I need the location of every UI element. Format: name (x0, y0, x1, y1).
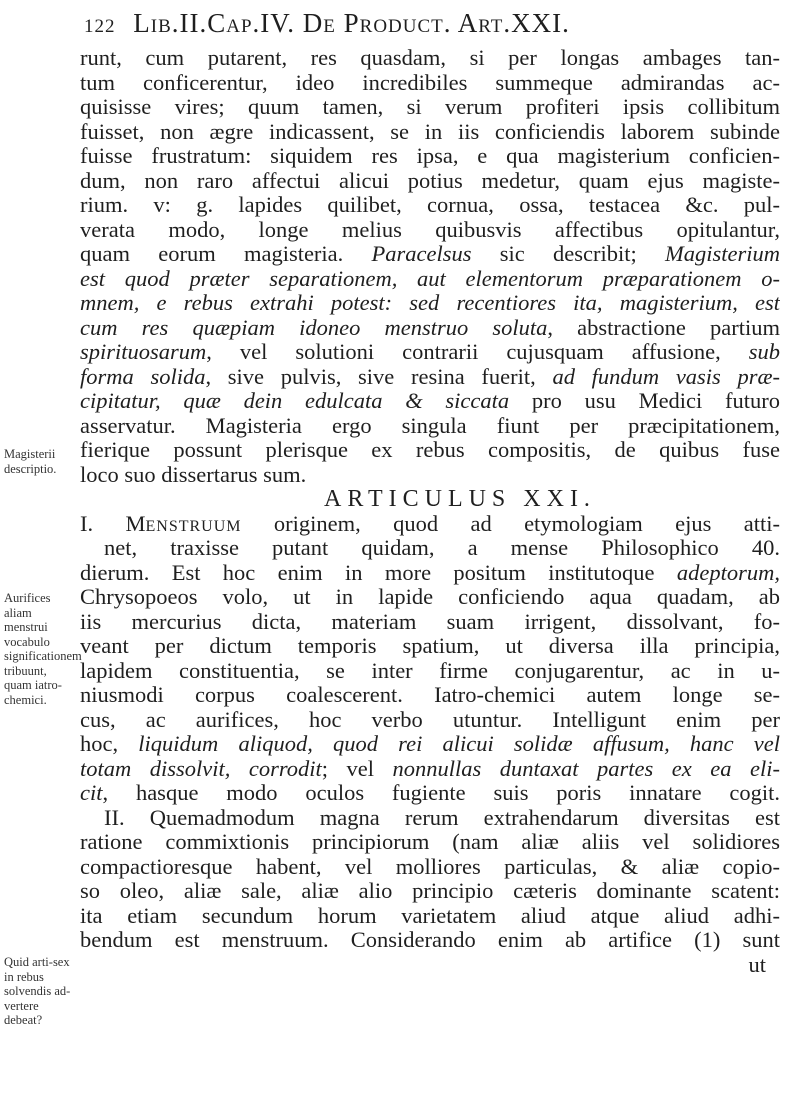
text-line: bendum est menstruum. Considerando enim ab artifice (1) sunt (80, 928, 780, 952)
text-line: I. Menstruum originem, quod ad etymologiam ejus atti- (80, 511, 780, 536)
text-line: totam dissolvit, corrodit; vel nonnullas duntaxat partes ex ea eli- (80, 756, 780, 781)
text-line: spirituosarum, vel solutioni contrarii cujusquam affusione, sub (80, 340, 780, 364)
text-line: rium. v: g. lapides quilibet, cornua, ossa, testacea &c. pul- (80, 193, 780, 217)
margin-note-aurifices: Aurifices aliam menstrui vocabulo significationem tribuunt, quam iatro-chemici. (4, 591, 82, 707)
text-line: iis mercurius dicta, materiam suam irrigent, dissolvant, fo- (80, 609, 780, 634)
margin-note-quid-arti: Quid arti-sex in rebus solvendis ad-vertere debeat? (4, 955, 71, 1027)
main-text (80, 46, 780, 977)
text-line: est quod præter separationem, aut elementorum præparationem o- (80, 266, 780, 291)
text-line: dum, non raro affectui alicui potius medetur, quam ejus magiste- (80, 168, 780, 193)
text-line: fuisset, non ægre indicassent, se in iis conficiendis laborem subinde (80, 119, 780, 144)
text-line: quam eorum magisteria. Paracelsus sic describit; Magisterium (80, 242, 780, 266)
drop-capital: I. M (80, 511, 146, 536)
text-line: fierique possunt plerisque ex rebus compositis, de quibus fuse (80, 438, 780, 462)
text-line: so oleo, aliæ sale, aliæ alio principio cæteris dominante scatent: (80, 879, 780, 903)
text-line: II. Quemadmodum magna rerum extrahendarum diversitas est (104, 805, 780, 830)
text-line: cus, ac aurifices, hoc verbo utuntur. Intelligunt enim per (80, 707, 780, 732)
text-line: runt, cum putarent, res quasdam, si per longas ambages tan- (80, 46, 780, 70)
text-line: ratione commixtionis principiorum (nam aliæ aliis vel solidiores (80, 830, 780, 854)
text-line: loco suo dissertarus sum. (80, 462, 307, 487)
text-line: cipitatur, quæ dein edulcata & siccata pro usu Medici futuro (80, 389, 780, 413)
text-line: niusmodi corpus coalescerent. Iatro-chemici autem longe se- (80, 683, 780, 707)
running-header (84, 8, 764, 48)
article-heading: ARTICULUS XXI. (324, 486, 596, 512)
text-line: ita etiam secundum horum varietatem aliud atque aliud adhi- (80, 903, 780, 928)
margin-note-magisterii: Magisterii descriptio. (4, 447, 57, 476)
running-title: Lib.II.Cap.IV. De Product. Art.XXI. (133, 8, 570, 38)
text-line: Chrysopoeos volo, ut in lapide conficiendo aqua quadam, ab (80, 585, 780, 609)
text-line: lapidem constituentia, se inter firme conjugarentur, ac in u- (80, 658, 780, 683)
text-line: veant per dictum temporis spatium, ut diversa illa principia, (80, 634, 780, 658)
text-line: asservatur. Magisteria ergo singula fiunt per præcipitationem, (80, 413, 780, 438)
text-line: quisisse vires; quum tamen, si verum profiteri ipsis collibitum (80, 95, 780, 119)
text-line: cit, hasque modo oculos fugiente suis poris innatare cogit. (80, 781, 780, 805)
text-line: tum conficerentur, ideo incredibiles summeque admirandas ac- (80, 70, 780, 95)
text-line: dierum. Est hoc enim in more positum institutoque adeptorum, (80, 560, 780, 585)
text-line: compactioresque habent, vel molliores particulas, & aliæ copio- (80, 854, 780, 879)
catchword: ut (748, 952, 766, 977)
text-line: forma solida, sive pulvis, sive resina fuerit, ad fundum vasis præ- (80, 364, 780, 389)
text-line: cum res quæpiam idoneo menstruo soluta, abstractione partium (80, 315, 780, 340)
page-number: 122 (84, 16, 116, 37)
text-line: hoc, liquidum aliquod, quod rei alicui solidæ affusum, hanc vel (80, 732, 780, 756)
text-line: mnem, e rebus extrahi potest: sed recentiores ita, magisterium, est (80, 291, 780, 315)
text-line: net, traxisse putant quidam, a mense Philosophico 40. (104, 536, 780, 560)
text-line: fuisse frustratum: siquidem res ipsa, e qua magisterium conficien- (80, 144, 780, 168)
text-line: verata modo, longe melius quibusvis affectibus opitulantur, (80, 217, 780, 242)
